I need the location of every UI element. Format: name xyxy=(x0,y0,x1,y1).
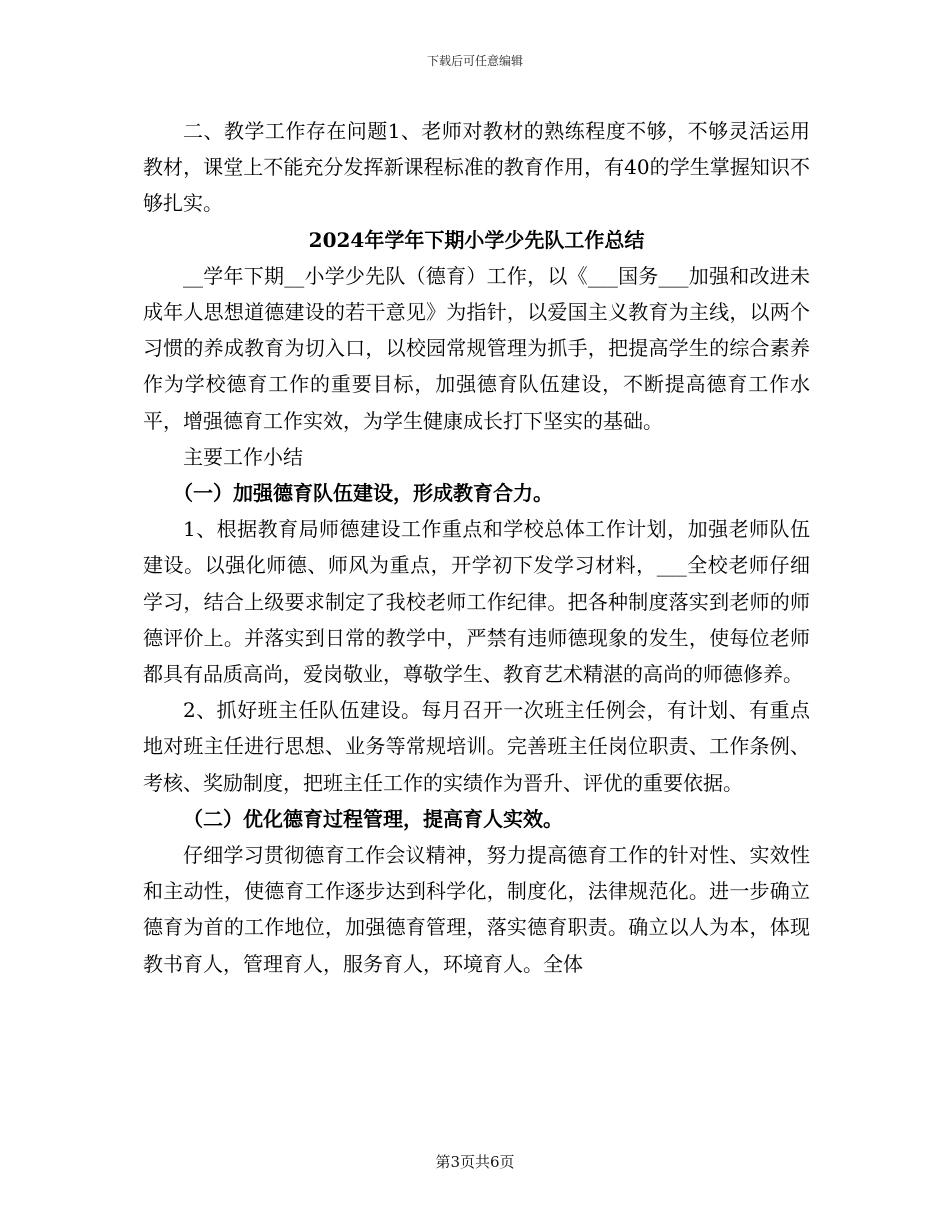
document-title: 2024年学年下期小学少先队工作总结 xyxy=(308,227,645,252)
paragraph-intro: __学年下期__小学少先队（德育）工作，以《___国务___加强和改进未成年人思想道德建设的若干意见》为指针，以爱国主义教育为主线，以两个习惯的养成教育为切入口，以校园常规管理为抓手，把提高学生的综合素养作为学校德育工作的重要目标，加强德育队伍建设，不断提高德育工作水平，增强德育工作实效，为学生健康成长打下坚实的基础。 xyxy=(143,263,810,433)
page-footer: 第3页共6页 xyxy=(435,1153,515,1171)
page-header: 下载后可任意编辑 xyxy=(426,54,523,68)
paragraph-summary-label: 主要工作小结 xyxy=(183,444,303,469)
paragraph-moral-education: 仔细学习贯彻德育工作会议精神，努力提高德育工作的针对性、实效性和主动性，使德育工作逐步达到科学化，制度化，法律规范化。进一步确立德育为首的工作地位，加强德育管理，落实德育职责。确立以人为本，体现教书育人，管理育人，服务育人，环境育人。全体 xyxy=(143,843,810,976)
section-heading-2: （二）优化德育过程管理，提高育人实效。 xyxy=(183,806,563,831)
section-heading-1: （一）加强德育队伍建设，形成教育合力。 xyxy=(173,481,553,506)
paragraph-teacher-ethics: 1、根据教育局师德建设工作重点和学校总体工作计划，加强老师队伍建设。以强化师德、师风为重点，开学初下发学习材料，___全校老师仔细学习，结合上级要求制定了我校老师工作纪律。把各种制度落实到老师的师德评价上。并落实到日常的教学中，严禁有违师德现象的发生，使每位老师都具有品质高尚，爱岗敬业，尊敬学生、教育艺术精湛的高尚的师德修养。 xyxy=(143,517,810,687)
paragraph-teaching-problems: 二、教学工作存在问题1、老师对教材的熟练程度不够，不够灵活运用教材，课堂上不能充分发挥新课程标准的教育作用，有40的学生掌握知识不够扎实。 xyxy=(143,119,810,216)
document-body xyxy=(143,113,810,982)
paragraph-class-teacher: 2、抓好班主任队伍建设。每月召开一次班主任例会，有计划、有重点地对班主任进行思想、业务等常规培训。完善班主任岗位职责、工作条例、考核、奖励制度，把班主任工作的实绩作为晋升、评优的重要依据。 xyxy=(143,698,810,795)
